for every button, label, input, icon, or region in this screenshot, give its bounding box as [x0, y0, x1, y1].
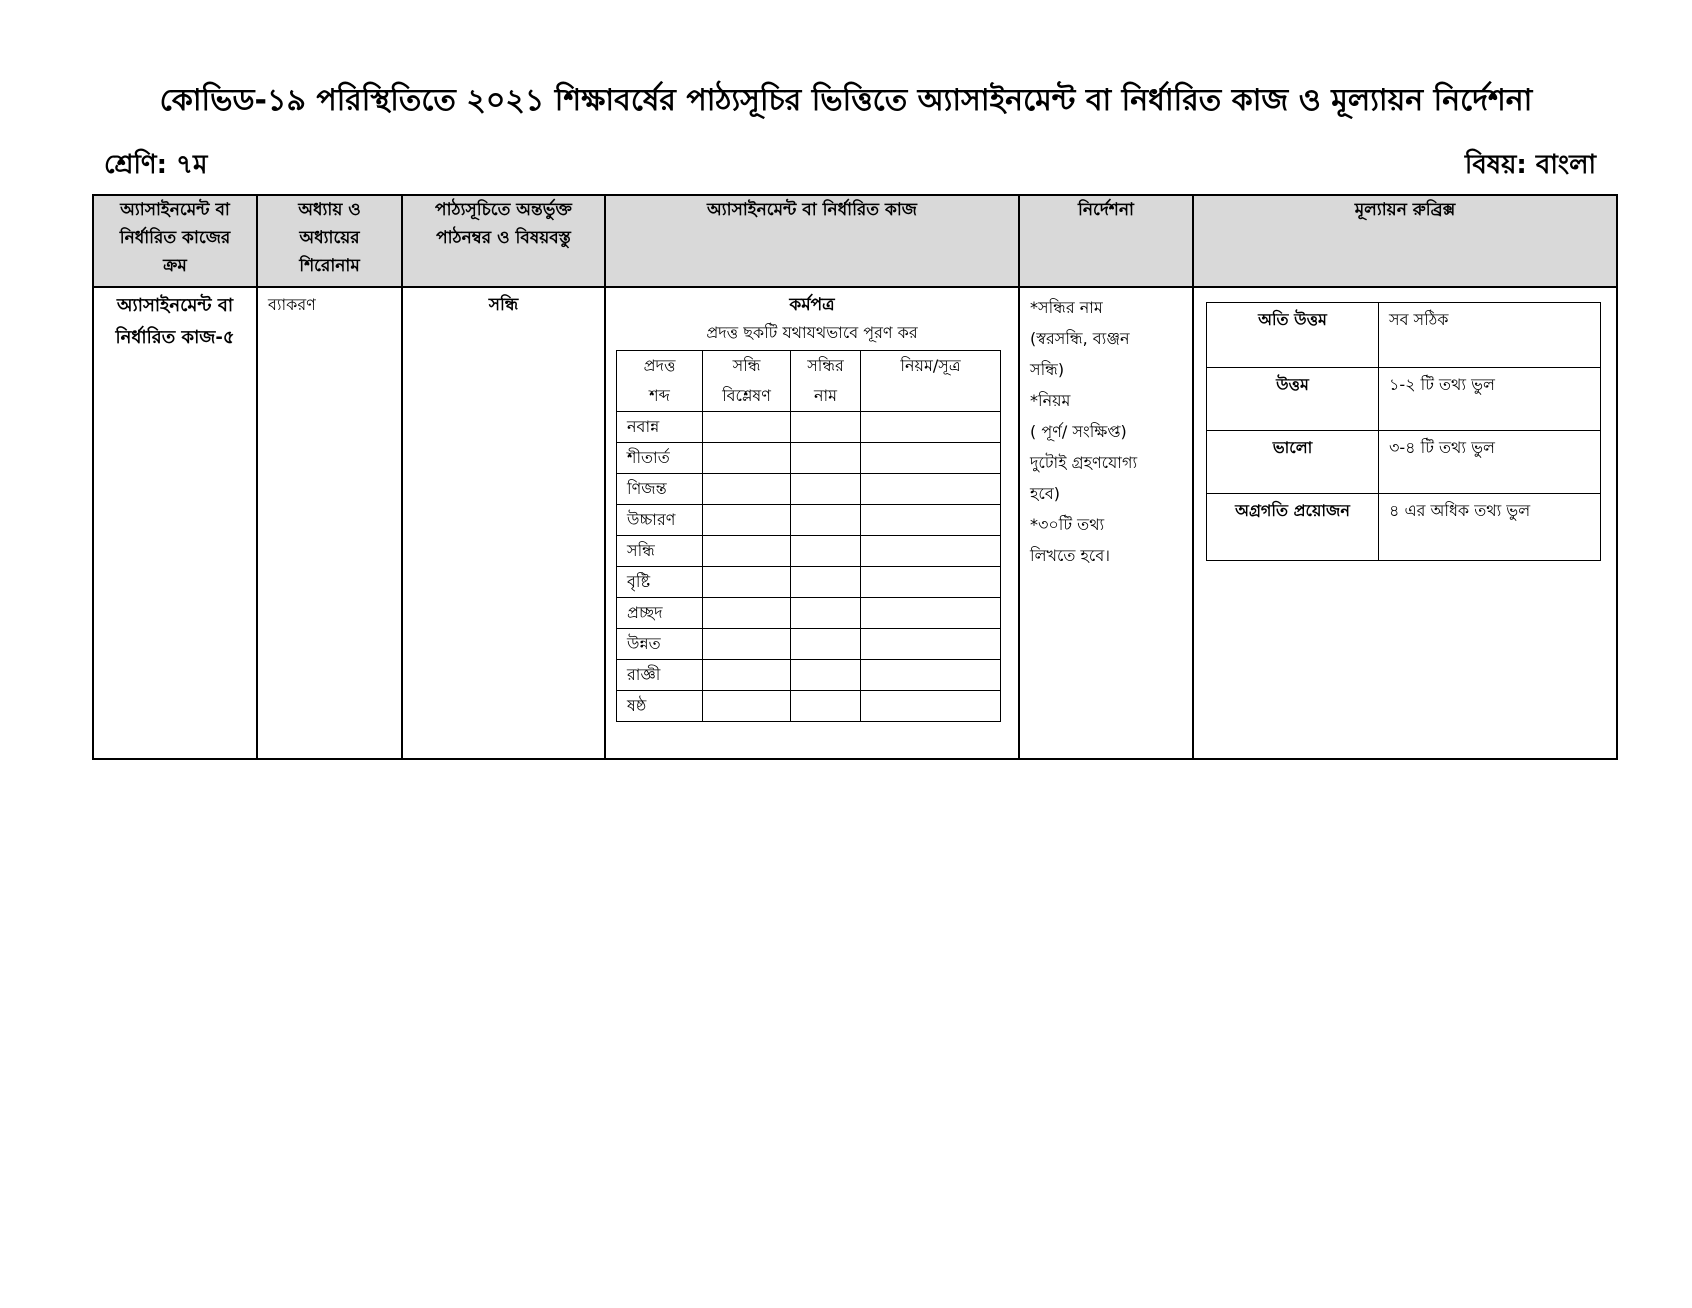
worksheet-row: [617, 598, 1001, 629]
rubric-level: ভালো: [1207, 431, 1379, 494]
worksheet-title: কর্মপত্র: [789, 295, 835, 315]
assignment-row: [93, 287, 1617, 759]
worksheet-analysis-blank: [703, 474, 791, 505]
worksheet-table: [616, 350, 1001, 722]
worksheet-row: [617, 412, 1001, 443]
worksheet-rule-blank: [861, 412, 1001, 443]
worksheet-analysis-blank: [703, 660, 791, 691]
worksheet-rule-blank: [861, 505, 1001, 536]
guidance-line: দুটোই গ্রহণযোগ্য: [1030, 453, 1138, 472]
worksheet-row: [617, 660, 1001, 691]
class-label: শ্রেণি: ৭ম: [104, 150, 208, 180]
rubric-description: ১-২ টি তথ্য ভুল: [1379, 368, 1601, 431]
header-chapter: অধ্যায় ও অধ্যায়ের শিরোনাম: [257, 195, 402, 287]
guidance-line: *নিয়ম: [1030, 391, 1071, 410]
page-title: কোভিড-১৯ পরিস্থিতিতে ২০২১ শিক্ষাবর্ষের পাঠ্যসূচির ভিত্তিতে অ্যাসাইনমেন্ট বা নির্ধারিত কাজ ও মূল্যায়ন নির্দেশনা: [159, 83, 1533, 118]
header-order: অ্যাসাইনমেন্ট বা নির্ধারিত কাজের ক্রম: [93, 195, 257, 287]
worksheet-word: নবান্ন: [617, 412, 703, 443]
guidance-line: *সন্ধির নাম: [1030, 298, 1103, 317]
worksheet-analysis-blank: [703, 536, 791, 567]
worksheet-rule-blank: [861, 474, 1001, 505]
worksheet-rule-blank: [861, 691, 1001, 722]
worksheet-name-blank: [791, 629, 861, 660]
rubric-row: [1207, 494, 1601, 561]
worksheet-word: ণিজন্ত: [617, 474, 703, 505]
ws-col-analysis: সন্ধি বিশ্লেষণ: [703, 351, 791, 412]
rubric-description: সব সঠিক: [1379, 303, 1601, 368]
worksheet-header-row: [617, 351, 1001, 412]
worksheet-analysis-blank: [703, 629, 791, 660]
worksheet-analysis-blank: [703, 412, 791, 443]
worksheet-rule-blank: [861, 567, 1001, 598]
worksheet-rule-blank: [861, 536, 1001, 567]
header-rubric: মূল্যায়ন রুব্রিক্স: [1193, 195, 1617, 287]
subject-label: বিষয়: বাংলা: [1464, 150, 1596, 180]
guidance-line: *৩০টি তথ্য: [1030, 515, 1105, 534]
rubric-row: [1207, 431, 1601, 494]
ws-col-rule: নিয়ম/সূত্র: [861, 351, 1001, 412]
worksheet-row: [617, 474, 1001, 505]
worksheet-analysis-blank: [703, 443, 791, 474]
task-cell: [605, 287, 1019, 759]
worksheet-row: [617, 443, 1001, 474]
worksheet-row: [617, 629, 1001, 660]
worksheet-name-blank: [791, 505, 861, 536]
worksheet-analysis-blank: [703, 505, 791, 536]
rubric-description: ৪ এর অধিক তথ্য ভুল: [1379, 494, 1601, 561]
header-topic: পাঠ্যসূচিতে অন্তর্ভুক্ত পাঠনম্বর ও বিষয়বস্তু: [402, 195, 605, 287]
rubric-description: ৩-৪ টি তথ্য ভুল: [1379, 431, 1601, 494]
worksheet-analysis-blank: [703, 567, 791, 598]
guidance-line: লিখতে হবে।: [1030, 546, 1110, 565]
rubric-level: অগ্রগতি প্রয়োজন: [1207, 494, 1379, 561]
worksheet-analysis-blank: [703, 598, 791, 629]
worksheet-rule-blank: [861, 443, 1001, 474]
worksheet-word: সন্ধি: [617, 536, 703, 567]
topic-cell: সন্ধি: [402, 287, 605, 759]
worksheet-name-blank: [791, 567, 861, 598]
worksheet-name-blank: [791, 598, 861, 629]
header-row: [93, 195, 1617, 287]
worksheet-analysis-blank: [703, 691, 791, 722]
worksheet-rule-blank: [861, 598, 1001, 629]
rubric-level: উত্তম: [1207, 368, 1379, 431]
worksheet-rule-blank: [861, 629, 1001, 660]
worksheet-word: উচ্চারণ: [617, 505, 703, 536]
guidance-line: সন্ধি): [1030, 360, 1065, 379]
ws-col-name: সন্ধির নাম: [791, 351, 861, 412]
worksheet-rule-blank: [861, 660, 1001, 691]
worksheet-name-blank: [791, 412, 861, 443]
guidance-line: ( পূর্ণ/ সংক্ষিপ্ত): [1030, 422, 1127, 441]
rubric-table: [1206, 302, 1601, 561]
worksheet-word: প্রচ্ছদ: [617, 598, 703, 629]
worksheet-word: রাজ্ঞী: [617, 660, 703, 691]
worksheet-row: [617, 567, 1001, 598]
guidance-cell: [1019, 287, 1193, 759]
rubric-level: অতি উত্তম: [1207, 303, 1379, 368]
worksheet-word: বৃষ্টি: [617, 567, 703, 598]
rubric-row: [1207, 303, 1601, 368]
rubric-cell: [1193, 287, 1617, 759]
worksheet-name-blank: [791, 443, 861, 474]
header-guidance: নির্দেশনা: [1019, 195, 1193, 287]
worksheet-word: ষষ্ঠ: [617, 691, 703, 722]
assignment-order-cell: অ্যাসাইনমেন্ট বা নির্ধারিত কাজ-৫: [93, 287, 257, 759]
assignment-table: [92, 194, 1618, 760]
guidance-line: (স্বরসন্ধি, ব্যঞ্জন: [1030, 329, 1130, 348]
worksheet-name-blank: [791, 691, 861, 722]
worksheet-word: উন্নত: [617, 629, 703, 660]
worksheet-row: [617, 691, 1001, 722]
worksheet-name-blank: [791, 536, 861, 567]
header-task: অ্যাসাইনমেন্ট বা নির্ধারিত কাজ: [605, 195, 1019, 287]
worksheet-row: [617, 505, 1001, 536]
ws-col-word: প্রদত্ত শব্দ: [617, 351, 703, 412]
guidance-line: হবে): [1030, 484, 1060, 503]
rubric-row: [1207, 368, 1601, 431]
worksheet-name-blank: [791, 660, 861, 691]
worksheet-word: শীতার্ত: [617, 443, 703, 474]
worksheet-name-blank: [791, 474, 861, 505]
worksheet-row: [617, 536, 1001, 567]
worksheet-instruction: প্রদত্ত ছকটি যথাযথভাবে পূরণ কর: [706, 323, 918, 342]
chapter-cell: ব্যাকরণ: [257, 287, 402, 759]
